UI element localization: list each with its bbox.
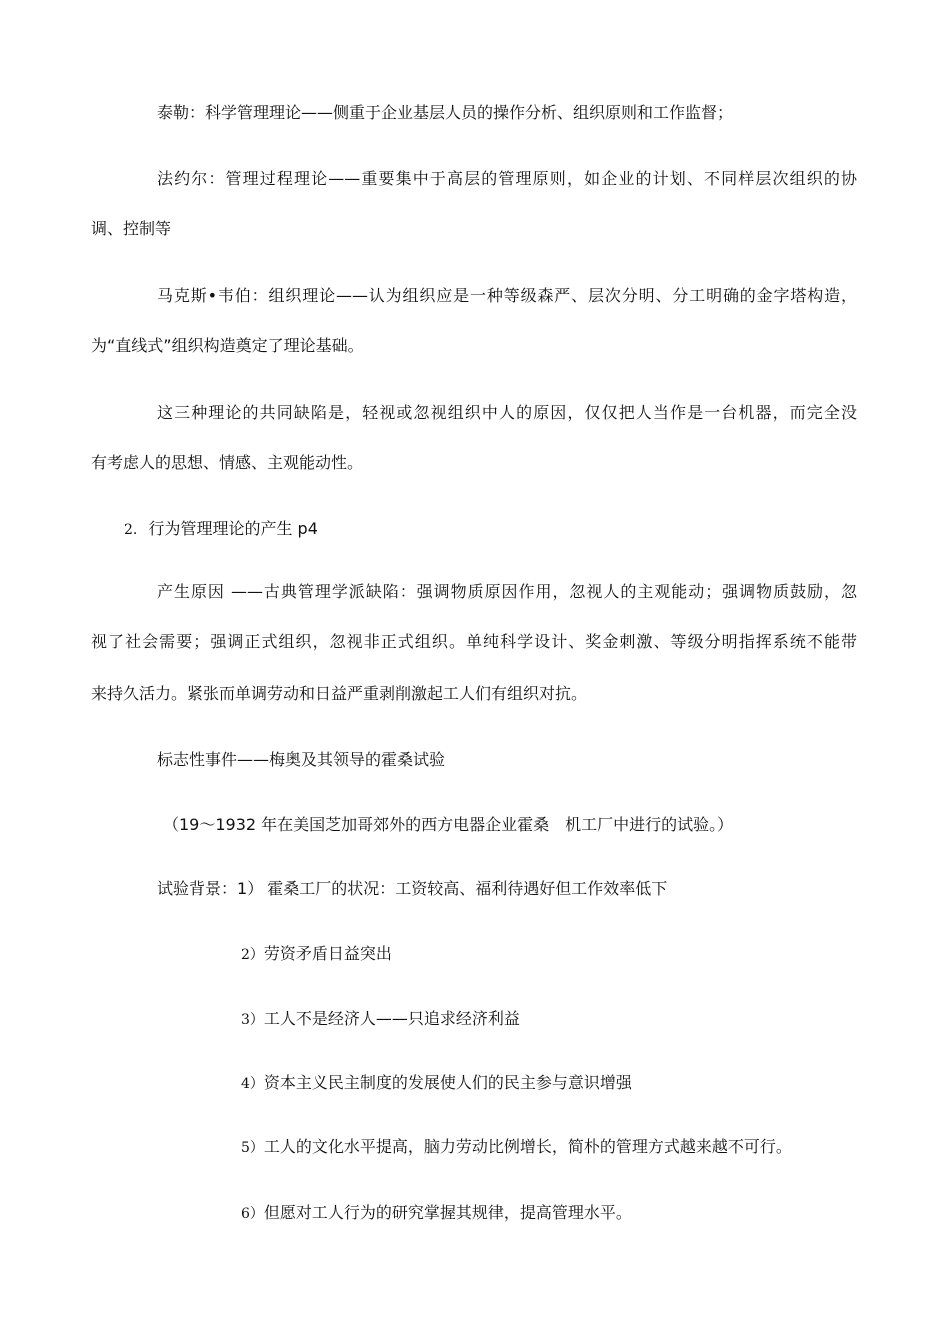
origin-line-2: 视了社会需要；强调正式组织，忽视非正式组织。单纯科学设计、奖金刺激、等级分明指挥系统不能带 [91, 632, 857, 651]
paragraph-defect-line-1: 这三种理论的共同缺陷是，轻视或忽视组织中人的原因，仅仅把人当作是一台机器，而完全没 [157, 403, 857, 422]
list-item-text: 霍桑工厂的状况：工资较高、福利待遇好但工作效率低下 [267, 879, 668, 898]
list-marker: 5） [241, 1140, 264, 1156]
paragraph-fayol-line-1: 法约尔：管理过程理论——重要集中于高层的管理原则，如企业的计划、不同样层次组织的协 [157, 169, 857, 188]
list-item-text: 劳资矛盾日益突出 [263, 944, 392, 963]
landmark-event: 标志性事件——梅奥及其领导的霍桑试验 [157, 750, 446, 769]
paragraph-fayol-line-2: 调、控制等 [91, 219, 172, 238]
background-item-6 [241, 1203, 632, 1224]
paragraph-weber-line-1: 马克斯•韦伯：组织理论——认为组织应是一种等级森严、层次分明、分工明确的金字塔构造， [157, 286, 857, 305]
list-item-text: 但愿对工人行为的研究掌握其规律，提高管理水平。 [263, 1203, 632, 1222]
list-item-text: 工人不是经济人——只追求经济利益 [263, 1009, 520, 1028]
list-item-text: 工人的文化水平提高，脑力劳动比例增长，简朴的管理方式越来越不可行。 [263, 1137, 792, 1156]
background-item-4 [241, 1073, 632, 1094]
list-marker: 2） [241, 947, 264, 963]
background-item-2 [241, 944, 392, 965]
landmark-note: （19～1932 年在美国芝加哥郊外的西方电器企业霍桑 机工厂中进行的试验。） [163, 815, 734, 834]
paragraph-defect-line-2: 有考虑人的思想、情感、主观能动性。 [91, 453, 364, 472]
background-item-3 [241, 1009, 520, 1030]
background-item-1 [157, 879, 667, 899]
section-number: 2. [124, 522, 138, 538]
list-marker: 3） [241, 1012, 264, 1028]
section-heading [124, 519, 318, 540]
paragraph-weber-line-2: 为“直线式”组织构造奠定了理论基础。 [91, 336, 364, 355]
background-label: 试验背景： [157, 879, 238, 898]
origin-line-1: 产生原因 ——古典管理学派缺陷：强调物质原因作用，忽视人的主观能动；强调物质鼓励，忽 [157, 582, 857, 601]
list-item-text: 资本主义民主制度的发展使人们的民主参与意识增强 [263, 1073, 632, 1092]
list-marker: 6） [241, 1206, 264, 1222]
background-item-5 [241, 1137, 792, 1158]
origin-line-3: 来持久活力。紧张而单调劳动和日益严重剥削激起工人们有组织对抗。 [91, 684, 588, 703]
list-marker: 1） [237, 879, 264, 898]
list-marker: 4） [241, 1076, 264, 1092]
paragraph-taylor: 泰勒：科学管理理论——侧重于企业基层人员的操作分析、组织原则和工作监督； [157, 103, 734, 122]
section-title: 行为管理理论的产生 p4 [148, 519, 318, 538]
